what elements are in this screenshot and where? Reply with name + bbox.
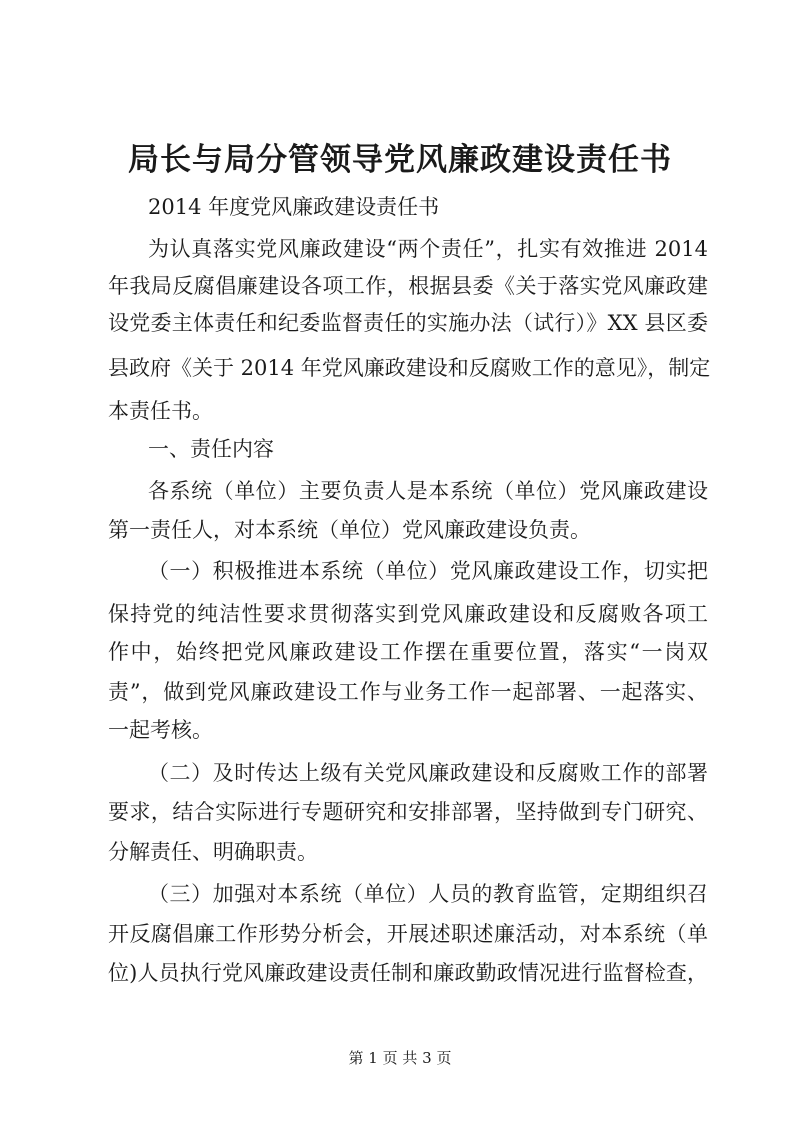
body-line: 责”，做到党风廉政建设工作与业务工作一起部署、一起落实、 xyxy=(108,680,708,704)
body-line: 位)人员执行党风廉政建设责任制和廉政勤政情况进行监督检查， xyxy=(108,961,708,985)
body-line: 保持党的纯洁性要求贯彻落实到党风廉政建设和反腐败各项工 xyxy=(108,602,708,626)
body-line: （二）及时传达上级有关党风廉政建设和反腐败工作的部署 xyxy=(148,761,708,785)
body-line: 年我局反腐倡廉建设各项工作，根据县委《关于落实党风廉政建 xyxy=(108,274,708,298)
body-line: 设党委主体责任和纪委监督责任的实施办法（试行）》XX 县区委 xyxy=(108,311,708,335)
body-line: （三）加强对本系统（单位）人员的教育监管，定期组织召 xyxy=(148,882,708,906)
section-heading: 一、责任内容 xyxy=(148,437,274,461)
body-line: 要求，结合实际进行专题研究和安排部署，坚持做到专门研究、 xyxy=(108,800,708,824)
subtitle-line: 2014 年度党风廉政建设责任书 xyxy=(148,195,440,219)
document-title: 局长与局分管领导党风廉政建设责任书 xyxy=(128,142,672,178)
body-line: 作中，始终把党风廉政建设工作摆在重要位置，落实“一岗双 xyxy=(108,640,708,664)
page-number-footer: 第 1 页 共 3 页 xyxy=(348,1049,452,1067)
body-line: 一起考核。 xyxy=(108,718,213,742)
body-line: 县政府《关于 2014 年党风廉政建设和反腐败工作的意见》，制定 xyxy=(108,356,711,380)
body-line: 本责任书。 xyxy=(108,399,213,423)
body-line: 第一责任人，对本系统（单位）党风廉政建设负责。 xyxy=(108,518,591,542)
body-line: （一）积极推进本系统（单位）党风廉政建设工作，切实把 xyxy=(148,559,708,583)
body-line: 分解责任、明确职责。 xyxy=(108,840,318,864)
body-line: 开反腐倡廉工作形势分析会，开展述职述廉活动，对本系统（单 xyxy=(108,922,708,946)
body-line: 为认真落实党风廉政建设“两个责任”，扎实有效推进 2014 xyxy=(148,237,708,261)
body-line: 各系统（单位）主要负责人是本系统（单位）党风廉政建设 xyxy=(148,479,708,503)
